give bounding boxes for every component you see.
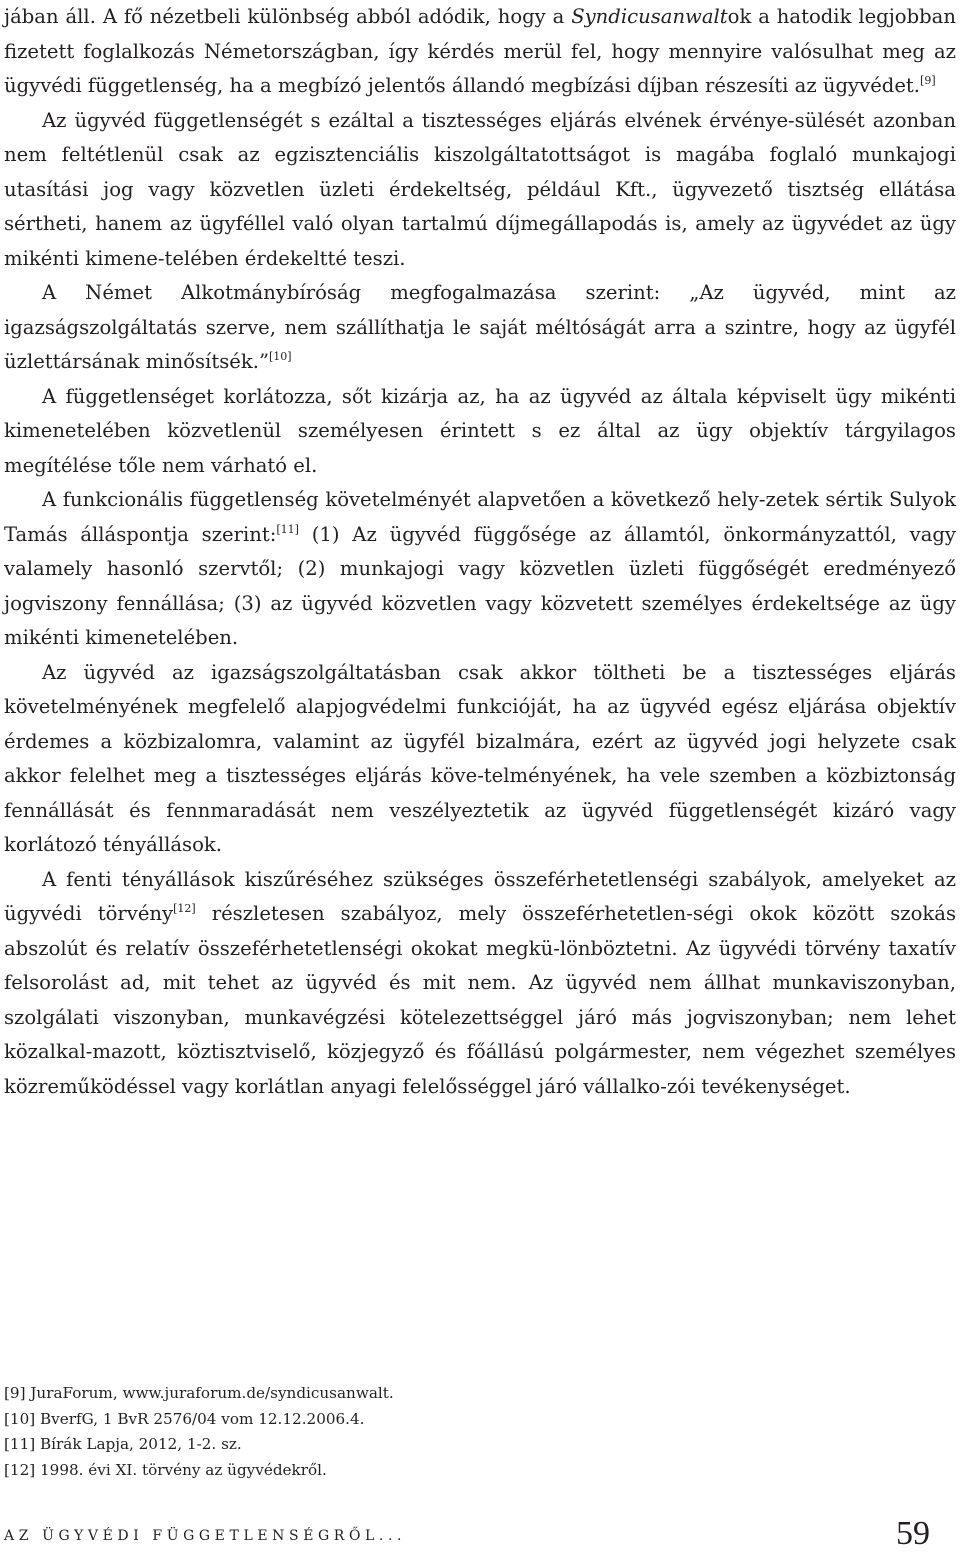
- page-footer: [0, 1515, 936, 1554]
- paragraph-4: [4, 380, 956, 484]
- footnote-ref-9[interactable]: [9]: [920, 74, 936, 87]
- paragraph-5: [4, 483, 956, 656]
- body-text: [4, 0, 956, 1104]
- footnote-9: [9] JuraForum, www.juraforum.de/syndicusanwalt.: [4, 1384, 394, 1402]
- paragraph-5-text-b: (1) Az ügyvéd függősége az államtól, önkormányzattól, vagy valamely hasonló szervtől; (2) munkajogi vagy közvetlen üzleti függőségét eredményező jogviszony fennállása; (3) az ügyvéd közvetlen vagy közvetett személyes érdekeltsége az ügy mikénti kimenetelében.: [4, 522, 956, 649]
- paragraph-4-text: A függetlenséget korlátozza, sőt kizárja az, ha az ügyvéd az általa képviselt ügy mikénti kimenetelében közvetlenül személyesen érintett s ez által az ügy objektív tárgyilagos megítélése tőle nem várható el.: [4, 384, 956, 477]
- paragraph-7: [4, 863, 956, 1105]
- paragraph-1-italic-term: Syndicusanwalt: [571, 5, 728, 28]
- paragraph-6-text: Az ügyvéd az igazságszolgáltatásban csak akkor töltheti be a tisztességes eljárás követelményének megfelelő alapjogvédelmi funkcióját, ha az ügyvéd egész eljárása objektív érdemes a közbizalomra, valamint az ügyfél bizalmára, ezért az ügyvéd jogi helyzete csak akkor felelhet meg a tisztességes eljárás köve-telményének, ha vele szemben a közbiztonság fennállását és fennmaradását nem veszélyeztetik az ügyvéd függetlenségét kizáró vagy korlátozó tényállások.: [4, 660, 956, 856]
- paragraph-5-text-a: A funkcionális függetlenség követelményét alapvetően a következő hely-zetek sértik Sulyok Tamás álláspontja szerint:: [4, 488, 956, 546]
- paragraph-7-text-a: A fenti tényállások kiszűréséhez szükséges összeférhetetlenségi szabályok, amelyeket az ügyvédi törvény: [4, 867, 956, 925]
- paragraph-1: [4, 0, 956, 104]
- paragraph-3-text: A Német Alkotmánybíróság megfogalmazása szerint: „Az ügyvéd, mint az igazságszolgáltatás szerve, nem szállíthatja le saját méltóságát arra a szintre, hogy az ügyfél üzlettársának minősítsék.”: [4, 281, 956, 373]
- paragraph-2-text: Az ügyvéd függetlenségét s ezáltal a tisztességes eljárás elvének érvénye-sülését azonban nem feltétlenül csak az egzisztenciális kiszolgáltatottságot is magába foglaló munkajogi utasítási jog vagy közvetlen üzleti érdekeltség, például Kft., ügyvezető tisztség ellátása sértheti, hanem az ügyféllel való olyan tartalmú díjmegállapodás is, amely az ügyvédet az ügy mikénti kimene-telében érdekeltté teszi.: [4, 108, 956, 270]
- paragraph-3: [4, 276, 956, 380]
- paragraph-7-text-b: részletesen szabályoz, mely összeférhetetlen-ségi okok között szokás abszolút és relatív összeférhetetlenségi okokat megkü-lönböztetni. Az ügyvédi törvény taxatív felsorolást ad, mit tehet az ügyvéd és mit nem. Az ügyvéd nem állhat munkaviszonyban, szolgálati viszonyban, munkavégzési kötelezettséggel járó más jogviszonyban; nem lehet közalkal-mazott, köztisztviselő, közjegyző és főállású polgármester, nem végezhet személyes közreműködéssel vagy korlátlan anyagi felelősséggel járó vállalko-zói tevékenységet.: [4, 902, 956, 1098]
- paragraph-1-text-a: jában áll. A fő nézetbeli különbség abból adódik, hogy a: [4, 5, 572, 28]
- footnote-11: [11] Bírák Lapja, 2012, 1-2. sz.: [4, 1435, 242, 1453]
- footnote-ref-11[interactable]: [11]: [276, 522, 299, 536]
- paragraph-2: [4, 104, 956, 277]
- footnote-12: [12] 1998. évi XI. törvény az ügyvédekről.: [4, 1460, 327, 1479]
- paragraph-6: [4, 656, 956, 863]
- footnote-ref-12[interactable]: [12]: [173, 902, 196, 915]
- running-head: AZ ÜGYVÉDI FÜGGETLENSÉGRŐL...: [4, 1528, 407, 1544]
- page-number: 59: [896, 1515, 930, 1552]
- footnote-ref-10[interactable]: [10]: [268, 350, 292, 363]
- footnotes: [4, 1381, 904, 1483]
- footnote-10: [10] BverfG, 1 BvR 2576/04 vom 12.12.2006.4.: [4, 1409, 365, 1428]
- paragraph-1-text-b: ok a hatodik legjobban fizetett foglalkozás Németországban, így kérdés merül fel, hogy mennyire valósulhat meg az ügyvédi függetlenség, ha a megbízó jelentős állandó megbízási díjban részesíti az ügyvédet.: [4, 5, 956, 97]
